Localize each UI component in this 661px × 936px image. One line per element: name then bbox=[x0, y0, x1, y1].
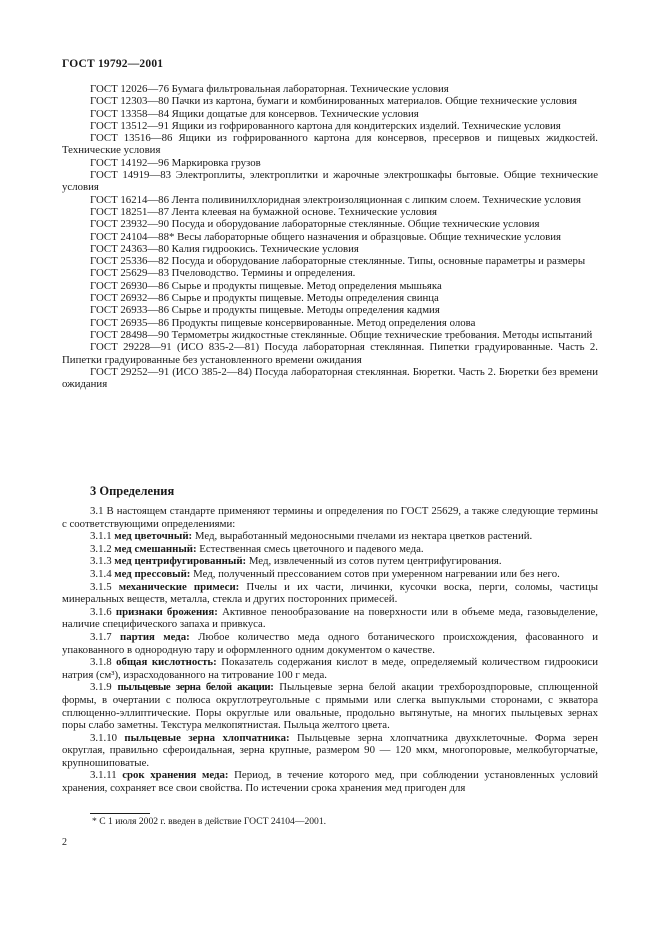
reference-item: ГОСТ 26935—86 Продукты пищевые консервированные. Метод определения олова bbox=[90, 316, 476, 329]
definition-item bbox=[62, 631, 598, 656]
definition-text: Пыльцевые зерна хлопчатника двухклеточные. Форма зерен округлая, правильно сфероидальная, зерна крупные, размером 90 — 120 мкм, многопоровые, мелкобугорчатые, крупношиповатые. bbox=[62, 731, 599, 769]
reference-item: ГОСТ 24104—88* Весы лабораторные общего назначения и образцовые. Общие технические условия bbox=[90, 230, 561, 243]
definition-term: признаки брожения: bbox=[115, 605, 218, 618]
definition-text: Мед, выработанный медоносными пчелами из нектара цветков растений. bbox=[192, 530, 533, 543]
reference-item: ГОСТ 12026—76 Бумага фильтровальная лабораторная. Технические условия bbox=[90, 83, 449, 95]
definition-number: 3.1.3 bbox=[90, 555, 112, 568]
definition-number: 3.1.1 bbox=[90, 530, 112, 543]
definition-term: мед прессовый: bbox=[114, 567, 191, 580]
document-header: ГОСТ 19792—2001 bbox=[62, 58, 164, 70]
definition-item bbox=[62, 732, 598, 770]
definition-number: 3.1.10 bbox=[90, 731, 117, 744]
normative-references-list bbox=[62, 83, 598, 390]
definition-number: 3.1.8 bbox=[90, 656, 112, 669]
reference-item: ГОСТ 16214—86 Лента поливинилхлоридная электроизоляционная с липким слоем. Технические условия bbox=[90, 193, 582, 206]
page-number: 2 bbox=[62, 837, 67, 848]
reference-item: ГОСТ 26933—86 Сырье и продукты пищевые. Методы определения кадмия bbox=[90, 304, 440, 317]
definition-item bbox=[62, 656, 598, 681]
definition-term: партия меда: bbox=[120, 630, 190, 643]
reference-item: ГОСТ 13516—86 Ящики из гофрированного картона для консервов, пресервов и пищевых жидкостей. Технические условия bbox=[62, 132, 598, 157]
definition-item bbox=[62, 581, 598, 606]
definition-term: мед цветочный: bbox=[114, 530, 193, 543]
reference-item: ГОСТ 12303—80 Пачки из картона, бумаги и комбинированных материалов. Общие технические условия bbox=[90, 95, 578, 108]
definition-item bbox=[62, 769, 598, 794]
definition-text: Пыльцевые зерна белой акации трехбороздпоровые, сплющенной формы, в очертании с полюса округлотреугольные с прямыми или слегка выпуклыми сторонами, с экватора сплющенно-эллиптические. Поры округлые или овальные, продольно вытянутые, на многих пыльцевых зернах поры слабо заметны. Текстура мелкопятнистая. Пыльца желтого цвета. bbox=[62, 681, 599, 732]
definition-number: 3.1.7 bbox=[90, 630, 112, 643]
reference-item: ГОСТ 13512—91 Ящики из гофрированного картона для кондитерских изделий. Технические условия bbox=[90, 119, 561, 132]
definition-item bbox=[62, 543, 598, 556]
reference-item: ГОСТ 25336—82 Посуда и оборудование лабораторные стеклянные. Типы, основные параметры и размеры bbox=[90, 255, 586, 268]
definition-text: Показатель содержания кислот в меде, определяемый количеством гидроокиси натрия (см³), израсходованного на титрование 100 г меда. bbox=[62, 656, 598, 681]
definition-number: 3.1.4 bbox=[90, 567, 112, 580]
definition-item bbox=[62, 681, 598, 731]
footnote: * С 1 июля 2002 г. введен в действие ГОСТ 24104—2001. bbox=[92, 816, 327, 827]
reference-item: ГОСТ 29228—91 (ИСО 835-2—81) Посуда лабораторная стеклянная. Пипетки градуированные. Часть 2. Пипетки градуированные без установленного времени ожидания bbox=[62, 341, 598, 366]
definition-text: Мед, извлеченный из сотов путем центрифугирования. bbox=[246, 555, 502, 568]
definitions-section bbox=[62, 505, 598, 795]
section-title: 3 Определения bbox=[90, 484, 175, 498]
reference-item: ГОСТ 14919—83 Электроплиты, электроплитки и жарочные электрошкафы бытовые. Общие технические условия bbox=[62, 169, 598, 194]
reference-item: ГОСТ 24363—80 Калия гидроокись. Технические условия bbox=[90, 242, 359, 255]
definition-term: механические примеси: bbox=[118, 580, 240, 593]
definition-term: пыльцевые зерна белой акации: bbox=[117, 681, 274, 694]
definition-text: Пчелы и их части, личинки, кусочки воска, перги, соломы, частицы минеральных веществ, металла, стекла и других посторонних примесей. bbox=[62, 580, 598, 606]
definition-item bbox=[62, 606, 598, 631]
definition-item bbox=[62, 530, 598, 543]
reference-item: ГОСТ 23932—90 Посуда и оборудование лабораторные стеклянные. Общие технические условия bbox=[90, 218, 540, 231]
definition-text: Любое количество меда одного ботанического происхождения, фасованного и упакованного в однородную тару и оформленного одним документом о качестве. bbox=[62, 630, 598, 656]
definition-term: общая кислотность: bbox=[116, 656, 217, 669]
definition-number: 3.1.9 bbox=[90, 681, 112, 694]
reference-item: ГОСТ 18251—87 Лента клеевая на бумажной основе. Технические условия bbox=[90, 205, 438, 218]
definition-term: мед смешанный: bbox=[114, 542, 197, 555]
footnote-divider bbox=[90, 813, 150, 814]
definition-item bbox=[62, 555, 598, 568]
definition-text: Мед, полученный прессованием сотов при умеренном нагревании или без него. bbox=[190, 567, 560, 580]
definition-number: 3.1.6 bbox=[90, 605, 112, 618]
definition-term: срок хранения меда: bbox=[122, 769, 229, 782]
definition-term: пыльцевые зерна хлопчатника: bbox=[124, 731, 290, 744]
definition-item bbox=[62, 568, 598, 581]
definition-text: Естественная смесь цветочного и падевого меда. bbox=[196, 542, 424, 555]
reference-item: ГОСТ 25629—83 Пчеловодство. Термины и определения. bbox=[90, 267, 356, 280]
definition-term: мед центрифугированный: bbox=[114, 555, 247, 568]
reference-item: ГОСТ 29252—91 (ИСО 385-2—84) Посуда лабораторная стеклянная. Бюретки. Часть 2. Бюретки без времени ожидания bbox=[62, 365, 598, 391]
definition-number: 3.1.2 bbox=[90, 542, 112, 555]
intro-paragraph: 3.1 В настоящем стандарте применяют термины и определения по ГОСТ 25629, а также следующие термины с соответствующими определениями: bbox=[62, 505, 598, 530]
definition-text: Период, в течение которого мед, при соблюдении установленных условий хранения, сохраняет все свои свойства. По истечении срока хранения мед пригоден для bbox=[62, 769, 598, 795]
definition-number: 3.1.5 bbox=[90, 580, 112, 593]
definition-text: Активное пенообразование на поверхности или в объеме меда, газовыделение, наличие специфического запаха и привкуса. bbox=[62, 605, 599, 631]
reference-item: ГОСТ 13358—84 Ящики дощатые для консервов. Технические условия bbox=[90, 107, 419, 120]
definition-number: 3.1.11 bbox=[90, 769, 117, 782]
reference-item: ГОСТ 26932—86 Сырье и продукты пищевые. Методы определения свинца bbox=[90, 292, 439, 305]
reference-item: ГОСТ 26930—86 Сырье и продукты пищевые. Метод определения мышьяка bbox=[90, 279, 442, 292]
reference-item: ГОСТ 28498—90 Термометры жидкостные стеклянные. Общие технические требования. Методы испытаний bbox=[90, 328, 593, 341]
reference-item: ГОСТ 14192—96 Маркировка грузов bbox=[90, 156, 261, 169]
